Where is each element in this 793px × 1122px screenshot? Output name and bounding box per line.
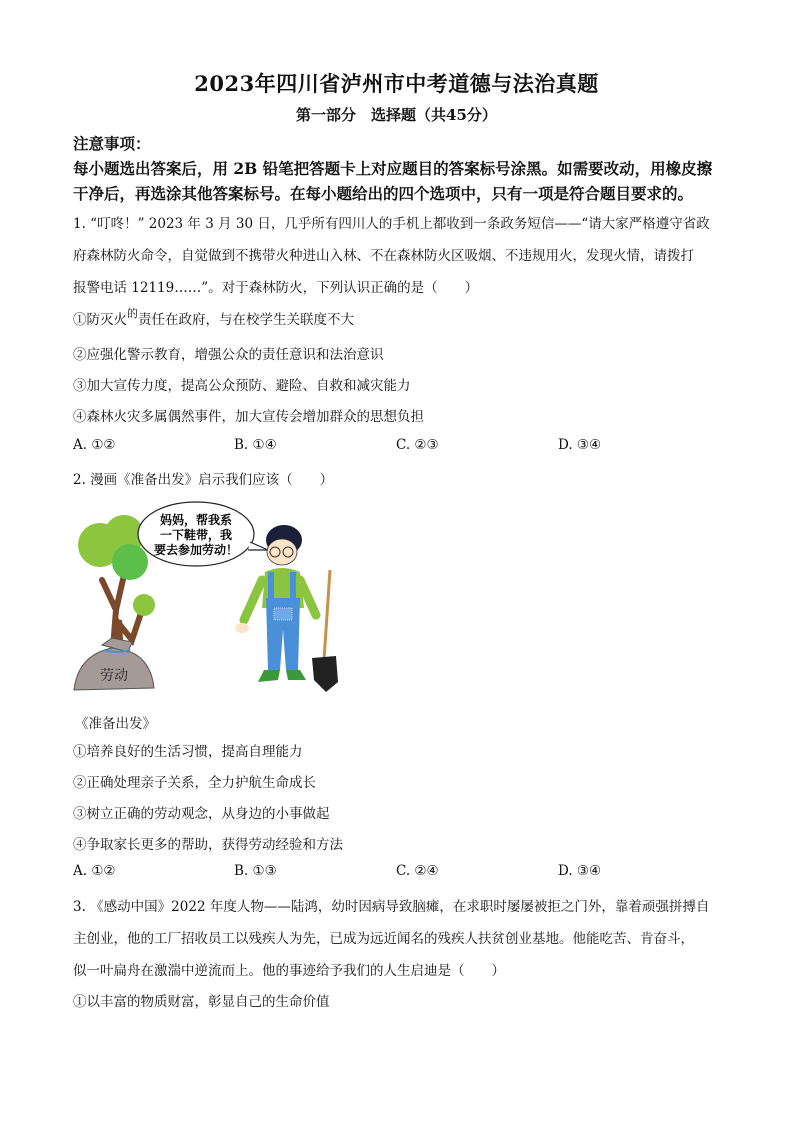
q1-statement-3: ③加大宣传力度，提高公众预防、避险、自救和减灾能力 xyxy=(73,378,411,394)
section-heading: 第一部分 选择题（共45分） xyxy=(296,106,497,124)
q3-stem-line-3: 似一叶扁舟在激湍中逆流而上。他的事迹给予我们的人生启迪是（ ） xyxy=(73,963,505,979)
q2-statement-2: ②正确处理亲子关系，全力护航生命成长 xyxy=(73,775,316,791)
q1-option-a[interactable]: A. ①② xyxy=(73,437,116,453)
cartoon-illustration xyxy=(72,500,352,700)
q1-statement-1-sup: 的 xyxy=(127,307,138,320)
q2-option-b[interactable]: B. ①③ xyxy=(234,863,277,879)
q3-statement-1: ①以丰富的物质财富，彰显自己的生命价值 xyxy=(73,994,330,1010)
q2-statement-3: ③树立正确的劳动观念，从身边的小事做起 xyxy=(73,806,330,822)
q2-option-d[interactable]: D. ③④ xyxy=(558,863,602,879)
q1-statement-2: ②应强化警示教育，增强公众的责任意识和法治意识 xyxy=(73,347,384,363)
q2-option-a[interactable]: A. ①② xyxy=(73,863,116,879)
q2-stem: 2. 漫画《准备出发》启示我们应该（ ） xyxy=(73,472,334,488)
q1-stem-line-2: 府森林防火命令，自觉做到不携带火种进山入林、不在森林防火区吸烟、不违规用火，发现火情，请拨打 xyxy=(73,248,694,264)
cartoon-caption: 《准备出发》 xyxy=(75,716,156,732)
q1-option-d[interactable]: D. ③④ xyxy=(558,437,602,453)
notice-line-1: 每小题选出答案后，用 2B 铅笔把答题卡上对应题目的答案标号涂黑。如需要改动，用橡皮擦 xyxy=(73,159,713,178)
q3-stem-line-1: 3. 《感动中国》2022 年度人物——陆鸿，幼时因病导致脑瘫，在求职时屡屡被拒之门外，靠着顽强拼搏自 xyxy=(73,899,710,915)
speech-bubble xyxy=(138,502,268,566)
notice-line-2: 干净后，再选涂其他答案标号。在每小题给出的四个选项中，只有一项是符合题目要求的。 xyxy=(73,184,694,203)
q1-stem-line-3: 报警电话 12119……”。对于森林防火，下列认识正确的是（ ） xyxy=(73,280,479,296)
page-title: 2023年四川省泸州市中考道德与法治真题 xyxy=(194,71,599,96)
shovel-icon xyxy=(312,570,338,692)
q1-statement-1-text: 责任在政府，与在校学生关联度不大 xyxy=(138,312,354,328)
cartoon-figure xyxy=(72,500,352,700)
bag-icon xyxy=(74,638,154,690)
q2-statement-1: ①培养良好的生活习惯，提高自理能力 xyxy=(73,744,303,760)
q2-statement-4: ④争取家长更多的帮助，获得劳动经验和方法 xyxy=(73,837,343,853)
speech-line-3: 要去参加劳动！ xyxy=(153,543,239,557)
notice-heading: 注意事项： xyxy=(73,134,151,153)
bag-label: 劳动 xyxy=(100,668,128,684)
q1-statement-1-prefix: ①防灭火 xyxy=(73,312,127,328)
q1-statement-1 xyxy=(73,308,354,328)
q1-stem-line-1: 1. “叮咚！” 2023 年 3 月 30 日，几乎所有四川人的手机上都收到一条政务短信——“请大家严格遵守省政 xyxy=(73,216,710,232)
q1-option-b[interactable]: B. ①④ xyxy=(234,437,277,453)
speech-line-1: 妈妈，帮我系 xyxy=(159,513,233,527)
q2-option-c[interactable]: C. ②④ xyxy=(396,863,439,879)
q3-stem-line-2: 主创业，他的工厂招收员工以残疾人为先，已成为远近闻名的残疾人扶贫创业基地。他能吃苦、肯奋斗， xyxy=(73,931,694,947)
q1-statement-4: ④森林火灾多属偶然事件，加大宣传会增加群众的思想负担 xyxy=(73,409,424,425)
speech-line-2: 一下鞋带，我 xyxy=(159,528,233,542)
q1-option-c[interactable]: C. ②③ xyxy=(396,437,439,453)
